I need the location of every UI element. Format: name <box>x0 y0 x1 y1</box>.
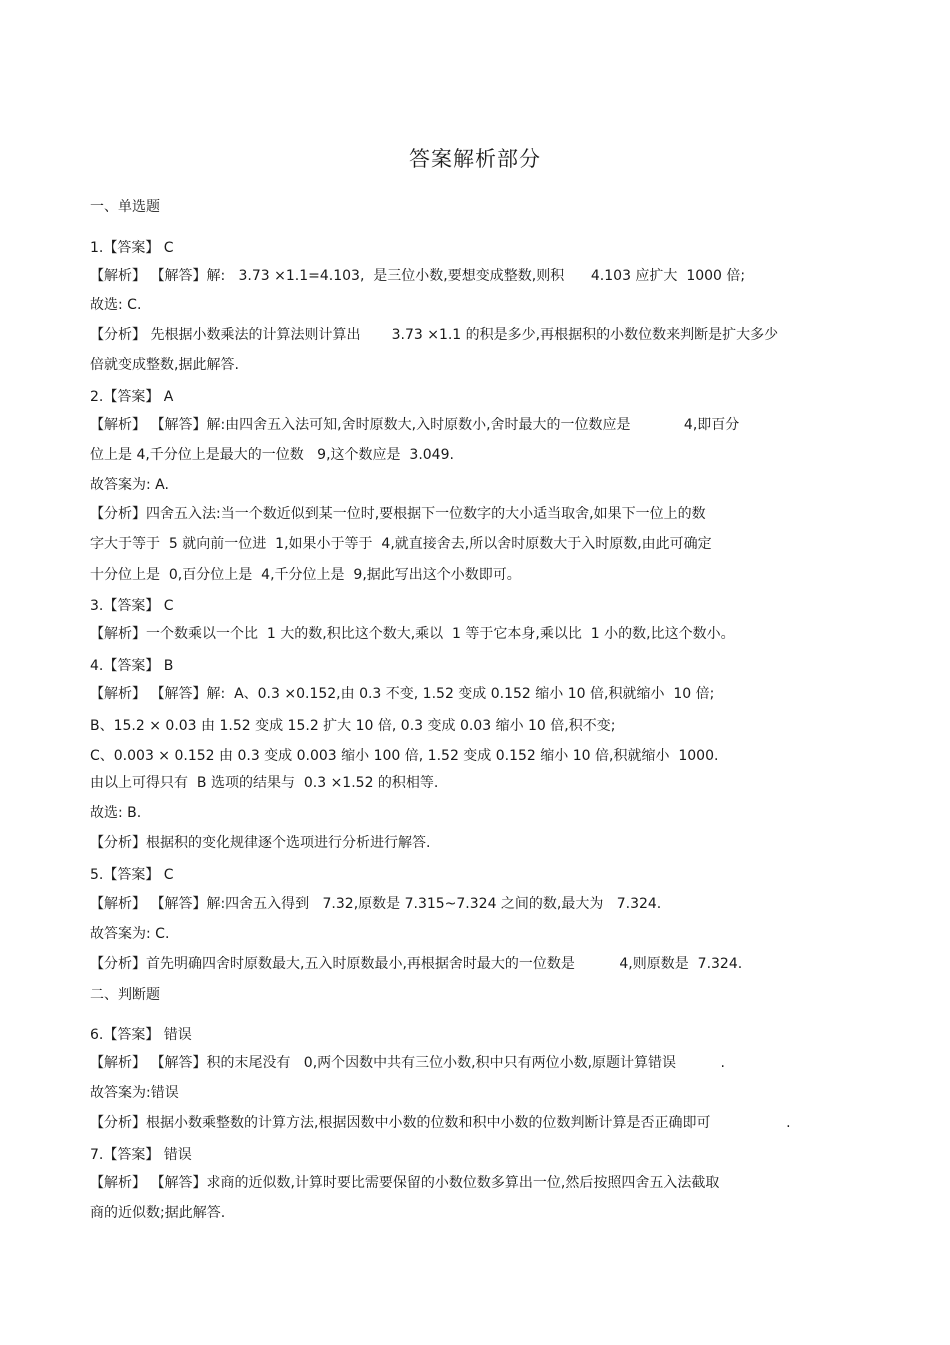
analysis-3: 【解析】一个数乘以一个比 1 大的数,积比这个数大,乘以 1 等于它本身,乘以比 1 小的数,比这个数小。 <box>90 626 735 642</box>
page-title: 答案解析部分 <box>409 147 541 171</box>
choice-6: 故答案为:错误 <box>90 1085 179 1101</box>
choice-4: 故选: B. <box>90 805 142 821</box>
analysis-4-line-4: 由以上可得只有 B 选项的结果与 0.3 ×1.52 的积相等. <box>90 775 439 791</box>
answer-7: 7.【答案】 错误 <box>90 1147 192 1163</box>
note-1-line-1: 【分析】 先根据小数乘法的计算法则计算出 3.73 ×1.1 的积是多少,再根据积的小数位数来判断是扩大多少 <box>90 327 779 343</box>
analysis-6: 【解析】 【解答】积的末尾没有 0,两个因数中共有三位小数,积中只有两位小数,原题计算错误 . <box>90 1055 726 1071</box>
analysis-1: 【解析】 【解答】解: 3.73 ×1.1=4.103, 是三位小数,要想变成整数,则积 4.103 应扩大 1000 倍; <box>90 268 746 284</box>
analysis-4-line-3: C、0.003 × 0.152 由 0.3 变成 0.003 缩小 100 倍, 1.52 变成 0.152 缩小 10 倍,积就缩小 1000. <box>90 748 719 764</box>
analysis-7-line-1: 【解析】 【解答】求商的近似数,计算时要比需要保留的小数位数多算出一位,然后按照四舍五入法截取 <box>90 1175 720 1191</box>
answer-5: 5.【答案】 C <box>90 867 174 883</box>
choice-5: 故答案为: C. <box>90 926 170 942</box>
choice-1: 故选: C. <box>90 297 142 313</box>
note-6: 【分析】根据小数乘整数的计算方法,根据因数中小数的位数和积中小数的位数判断计算是否正确即可 . <box>90 1115 791 1131</box>
choice-2: 故答案为: A. <box>90 477 169 493</box>
analysis-2-line-2: 位上是 4,千分位上是最大的一位数 9,这个数应是 3.049. <box>90 447 454 463</box>
section-heading-true-false: 二、判断题 <box>90 987 160 1003</box>
note-2-line-1: 【分析】四舍五入法:当一个数近似到某一位时,要根据下一位数字的大小适当取舍,如果下一位上的数 <box>90 506 706 522</box>
answer-4: 4.【答案】 B <box>90 658 174 674</box>
answer-3: 3.【答案】 C <box>90 598 174 614</box>
analysis-5: 【解析】 【解答】解:四舍五入得到 7.32,原数是 7.315~7.324 之间的数,最大为 7.324. <box>90 896 662 912</box>
analysis-2-line-1: 【解析】 【解答】解:由四舍五入法可知,舍时原数大,入时原数小,舍时最大的一位数应是 4,即百分 <box>90 417 740 433</box>
answer-2: 2.【答案】 A <box>90 389 174 405</box>
analysis-4-line-1: 【解析】 【解答】解: A、0.3 ×0.152,由 0.3 不变, 1.52 变成 0.152 缩小 10 倍,积就缩小 10 倍; <box>90 686 715 702</box>
analysis-4-line-2: B、15.2 × 0.03 由 1.52 变成 15.2 扩大 10 倍, 0.3 变成 0.03 缩小 10 倍,积不变; <box>90 718 616 734</box>
note-1-line-2: 倍就变成整数,据此解答. <box>90 357 239 373</box>
analysis-7-line-2: 商的近似数;据此解答. <box>90 1205 226 1221</box>
note-5: 【分析】首先明确四舍时原数最大,五入时原数最小,再根据舍时最大的一位数是 4,则原数是 7.324. <box>90 956 743 972</box>
note-2-line-3: 十分位上是 0,百分位上是 4,千分位上是 9,据此写出这个小数即可。 <box>90 567 521 583</box>
answer-1: 1.【答案】 C <box>90 240 174 256</box>
note-2-line-2: 字大于等于 5 就向前一位进 1,如果小于等于 4,就直接舍去,所以舍时原数大于入时原数,由此可确定 <box>90 536 712 552</box>
answer-6: 6.【答案】 错误 <box>90 1027 192 1043</box>
section-heading-single-choice: 一、单选题 <box>90 199 160 215</box>
note-4: 【分析】根据积的变化规律逐个选项进行分析进行解答. <box>90 835 431 851</box>
